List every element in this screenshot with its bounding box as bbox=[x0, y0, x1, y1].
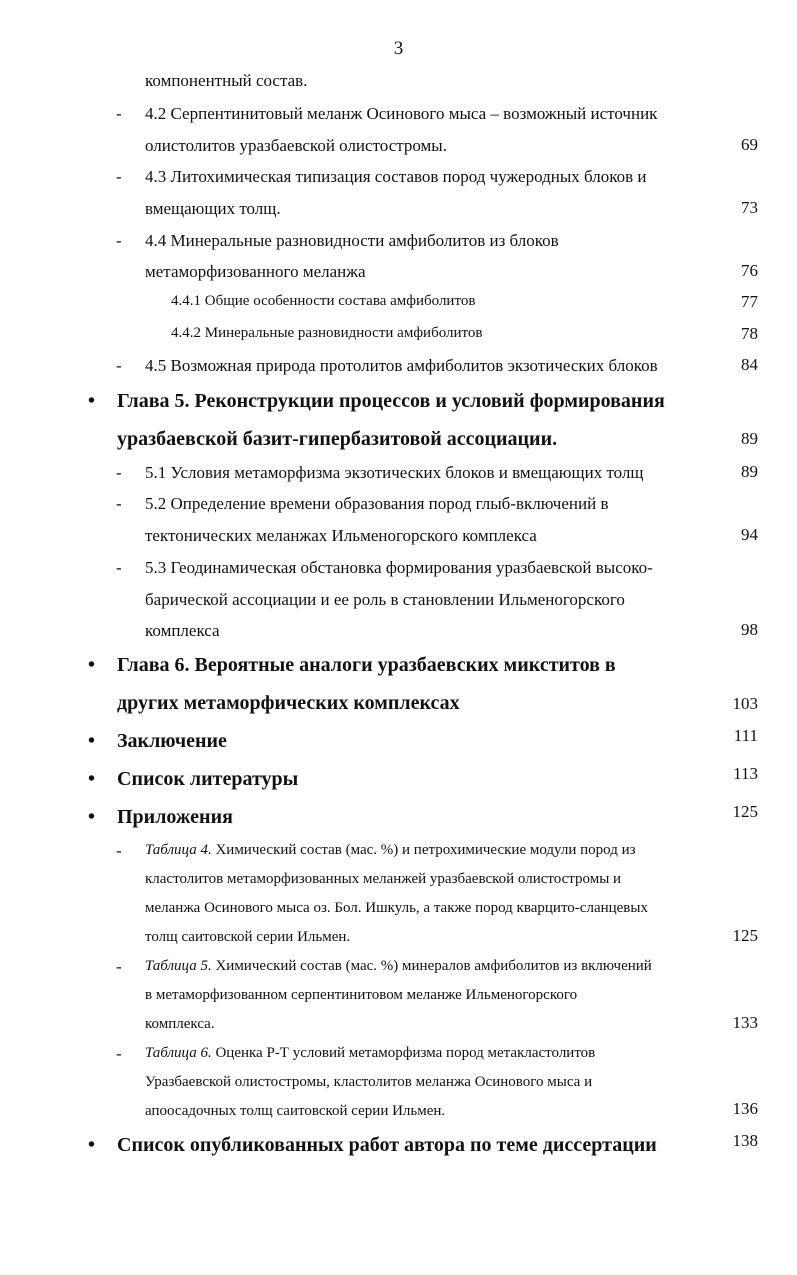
toc-page: 111 bbox=[733, 726, 758, 745]
toc-chapter-5: Глава 5. Реконструкции процессов и условий формирования bbox=[117, 390, 665, 412]
toc-text: барической ассоциации и ее роль в становлении Ильменогорского bbox=[145, 590, 625, 609]
dash-marker: - bbox=[116, 494, 122, 513]
toc-page: 138 bbox=[732, 1131, 758, 1150]
table-label: Таблица 5. bbox=[145, 958, 212, 974]
toc-page: 125 bbox=[732, 802, 758, 821]
dash-marker: - bbox=[116, 558, 122, 577]
toc-text: комплекса. bbox=[145, 1016, 215, 1032]
dash-marker: - bbox=[116, 841, 122, 860]
bullet-marker: • bbox=[88, 1134, 96, 1156]
toc-text: Уразбаевской олистостромы, кластолитов меланжа Осинового мыса и bbox=[145, 1074, 593, 1090]
toc-page: 77 bbox=[741, 292, 758, 311]
toc-page: 76 bbox=[741, 261, 758, 280]
toc-chapter-6: Глава 6. Вероятные аналоги уразбаевских микститов в bbox=[117, 654, 616, 676]
toc-text: меланжа Осинового мыса оз. Бол. Ишкуль, а также пород кварцито-сланцевых bbox=[145, 900, 648, 916]
table-label: Таблица 4. bbox=[145, 842, 212, 858]
toc-page: 133 bbox=[732, 1013, 758, 1032]
toc-page: 98 bbox=[741, 620, 758, 639]
toc-section-4-4: 4.4 Минеральные разновидности амфиболитов из блоков bbox=[145, 231, 559, 250]
bullet-marker: • bbox=[88, 768, 96, 790]
toc-subsection-4-4-1: 4.4.1 Общие особенности состава амфиболитов bbox=[171, 293, 476, 309]
toc-references: Список литературы bbox=[117, 768, 299, 790]
toc-text: толщ саитовской серии Ильмен. bbox=[145, 929, 351, 945]
toc-text: компонентный состав. bbox=[145, 71, 308, 90]
toc-section-4-5: 4.5 Возможная природа протолитов амфиболитов экзотических блоков bbox=[145, 356, 658, 375]
dash-marker: - bbox=[116, 167, 122, 186]
toc-section-4-2: 4.2 Серпентинитовый меланж Осинового мыса – возможный источник bbox=[145, 104, 658, 123]
toc-appendices: Приложения bbox=[117, 806, 233, 828]
toc-table-5 bbox=[145, 958, 652, 975]
toc-page: 103 bbox=[732, 694, 758, 713]
toc-table-4 bbox=[145, 842, 636, 859]
toc-page: 69 bbox=[741, 135, 758, 154]
toc-text: олистолитов уразбаевской олистостромы. bbox=[145, 136, 447, 155]
toc-text: кластолитов метаморфизованных меланжей уразбаевской олистостромы и bbox=[145, 871, 622, 887]
dash-marker: - bbox=[116, 356, 122, 375]
toc-page: 113 bbox=[733, 764, 758, 783]
bullet-marker: • bbox=[88, 390, 96, 412]
dash-marker: - bbox=[116, 231, 122, 250]
toc-subsection-4-4-2: 4.4.2 Минеральные разновидности амфиболитов bbox=[171, 325, 483, 341]
toc-text: Оценка Р-Т условий метаморфизма пород метакластолитов bbox=[211, 1045, 596, 1061]
dash-marker: - bbox=[116, 1044, 122, 1063]
table-label: Таблица 6. bbox=[145, 1045, 212, 1061]
toc-page: 73 bbox=[741, 198, 758, 217]
toc-text: Химический состав (мас. %) и петрохимические модули пород из bbox=[211, 842, 636, 858]
toc-page: 94 bbox=[741, 525, 758, 544]
toc-section-5-1: 5.1 Условия метаморфизма экзотических блоков и вмещающих толщ bbox=[145, 463, 644, 482]
toc-text: апоосадочных толщ саитовской серии Ильмен. bbox=[145, 1103, 446, 1119]
dash-marker: - bbox=[116, 463, 122, 482]
toc-page: 89 bbox=[741, 429, 758, 448]
toc-text: в метаморфизованном серпентинитовом меланже Ильменогорского bbox=[145, 987, 578, 1003]
toc-page: 84 bbox=[741, 355, 758, 374]
toc-text: комплекса bbox=[145, 621, 220, 640]
bullet-marker: • bbox=[88, 730, 96, 752]
dash-marker: - bbox=[116, 957, 122, 976]
toc-text: вмещающих толщ. bbox=[145, 199, 281, 218]
dash-marker: - bbox=[116, 104, 122, 123]
toc-text: Химический состав (мас. %) минералов амфиболитов из включений bbox=[211, 958, 652, 974]
bullet-marker: • bbox=[88, 806, 96, 828]
toc-section-4-3: 4.3 Литохимическая типизация составов пород чужеродных блоков и bbox=[145, 167, 647, 186]
toc-publications: Список опубликованных работ автора по теме диссертации bbox=[117, 1134, 657, 1156]
toc-page: 125 bbox=[732, 926, 758, 945]
toc-table-6 bbox=[145, 1045, 595, 1062]
bullet-marker: • bbox=[88, 654, 96, 676]
toc-text: метаморфизованного меланжа bbox=[145, 262, 366, 281]
toc-section-5-3: 5.3 Геодинамическая обстановка формирования уразбаевской высоко- bbox=[145, 558, 653, 577]
toc-page: 78 bbox=[741, 324, 758, 343]
toc-page: 136 bbox=[732, 1099, 758, 1118]
toc-text: тектонических меланжах Ильменогорского комплекса bbox=[145, 526, 537, 545]
toc-text: уразбаевской базит-гипербазитовой ассоциации. bbox=[117, 428, 558, 450]
toc-page: 89 bbox=[741, 462, 758, 481]
page-number: 3 bbox=[393, 38, 404, 59]
toc-text: других метаморфических комплексах bbox=[117, 692, 460, 714]
toc-section-5-2: 5.2 Определение времени образования пород глыб-включений в bbox=[145, 494, 609, 513]
toc-conclusion: Заключение bbox=[117, 730, 227, 752]
